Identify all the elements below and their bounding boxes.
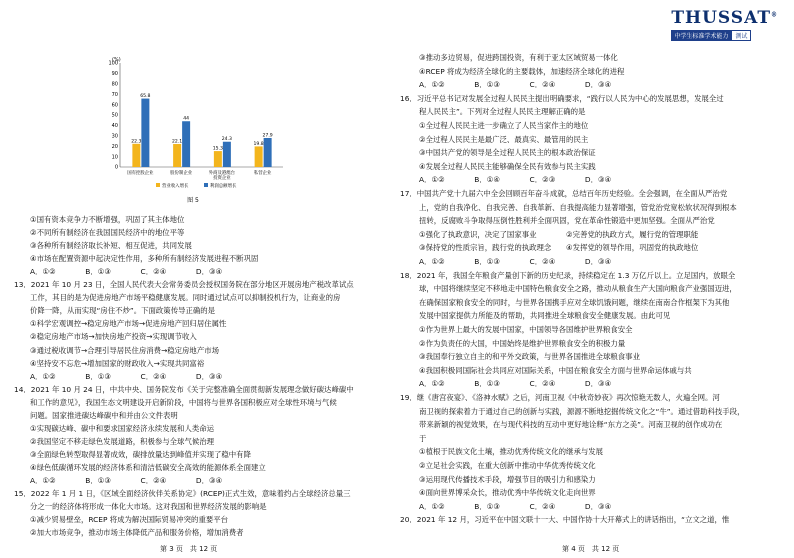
text-line: 球，中国将继续坚定不移地走中国特色粮食安全之路，推动从粮食生产大国向粮食产业强国迈进， (419, 284, 737, 294)
data-label: 27.9 (262, 133, 273, 139)
y-unit-label: (%) (112, 57, 121, 63)
bar (214, 151, 222, 167)
bar (141, 99, 149, 167)
thussat-logo: THUSSAT® 中学生标准学术能力 测试 (671, 8, 778, 40)
x-tick-label: 外商及港澳台 (208, 171, 236, 176)
text-line: ②立足社会实践，在重大创新中推动中华优秀传统文化 (419, 461, 596, 470)
y-tick-label: 30 (111, 133, 118, 140)
bar (173, 144, 181, 167)
legend-swatch (204, 183, 208, 187)
text-line: ②稳定房地产市场→加快房地产投资→实现调节收入 (30, 332, 197, 342)
text-line: 工作，其目的是为促进房地产市场平稳健康发展。同时通过试点可以抑制投机行为，让商业的房 (30, 293, 341, 303)
bar (182, 121, 190, 167)
text-line: A．①② B．①③ C．②④ D．③④ (30, 476, 223, 485)
data-label: 22.1 (172, 139, 183, 145)
text-line: A．①② B．①④ C．②③ D．③④ (419, 175, 612, 185)
data-label: 65.8 (140, 94, 151, 100)
bar (264, 138, 272, 167)
text-line: A．①② B．①③ C．②④ D．③④ (30, 371, 223, 381)
y-tick-label: 100 (108, 60, 118, 67)
data-label: 15.3 (212, 146, 223, 152)
text-line: A．①② B．①③ C．②④ D．③④ (419, 257, 612, 266)
text-line: ③我国奉行独立自主的和平外交政策，与世界各国推进全球粮食事业 (419, 352, 640, 362)
x-tick-label: 股份制企业 (170, 171, 193, 176)
y-tick-label: 20 (111, 143, 118, 150)
text-line: ③推动多边贸易，促进跨国投资，有利于亚太区域贸易一体化 (419, 53, 618, 62)
text-line: 和工作的意见》，我国生态文明建设开启新阶段，中国将与世界各国积极应对全球性环境与气候 (30, 397, 337, 407)
text-line: ②加大市场竞争，推动市场主体降低产品和服务价格，增加消费者 (30, 528, 244, 538)
data-label: 22.3 (131, 139, 142, 145)
text-line: ①作为世界上最大的发展中国家，中国领导各国维护世界粮食安全 (419, 325, 633, 334)
text-line: ①国有资本竞争力不断增强，巩固了其主体地位 (30, 215, 185, 224)
data-label: 44 (183, 116, 190, 122)
text-line: 16．习近平总书记对发展全过程人民民主提出明确要求，“践行以人民为中心的发展思想，发展全过 (400, 93, 724, 103)
bar (132, 144, 140, 167)
text-line: ②不同所有制经济在我国国民经济中的地位平等 (30, 228, 185, 238)
bar (223, 142, 231, 167)
text-line: 价降一降，从而实现“房住不炒”。下面政策传导正确的是 (30, 306, 216, 316)
y-tick-label: 90 (111, 71, 118, 78)
text-line: ①强化了执政意识，决定了国家事业 ②完善党的执政方式，履行党的管理职能 (419, 229, 699, 239)
text-line: ②全过程人民民主是最广泛、最真实、最管用的民主 (419, 134, 589, 144)
text-line: 13．2021 年 10 月 23 日，全国人民代表大会常务委员会授权国务院在部分地区开展房地产税改革试点 (14, 280, 354, 290)
page-footer: 第 3 页 共 12 页 (160, 545, 218, 553)
text-line: 南卫视的探索着力于通过自己的创新与实践，源源不断地挖掘传统文化之“牛”。通过借助科技手段， (419, 406, 745, 416)
text-line: 程人民民主”。下列对全过程人民民主理解正确的是 (419, 107, 586, 117)
text-line: A．①② B．①③ C．②④ D．③④ (419, 379, 612, 389)
text-line: ④坚持安不忘危→增加国家的财政收入→实现共同富裕 (30, 358, 205, 368)
text-line: ④绿色低碳循环发展的经济体系和清洁低碳安全高效的能源体系全面建立 (30, 462, 266, 472)
text-line: ③各种所有制经济取长补短、相互促进，共同发展 (30, 241, 192, 251)
text-line: 上，党的自我净化、自我完善、自我革新、自我提高能力显著增强，管党治党宽松软状况得到根本 (419, 202, 737, 212)
text-line: ②作为负责任的大国，中国始终是维护世界粮食安全的积极力量 (419, 338, 626, 348)
y-tick-label: 10 (111, 154, 118, 161)
text-line: ①植根于民族文化土壤，推动优秀传统文化的继承与发展 (419, 447, 604, 457)
text-line: ④我国积极同国际社会共同应对国际关系，中国在粮食安全方面与世界命运体戚与共 (419, 365, 692, 375)
text-line: A．①② B．①③ C．②④ D．③④ (419, 80, 612, 90)
bar (255, 146, 263, 167)
text-line: A．①② B．①③ C．②④ D．③④ (30, 267, 223, 277)
y-tick-label: 80 (111, 81, 118, 88)
text-line: 在确保国家粮食安全的同时，与世界各国携手应对全球饥饿问题，继续在南南合作框架下为其他 (419, 297, 730, 307)
text-line: ③全面绿色转型取得显著成效，碳排放量达到峰值并实现了稳中有降 (30, 449, 251, 459)
data-label: 24.3 (221, 137, 232, 143)
text-line: A．①② B．①③ C．②④ D．③④ (419, 501, 612, 511)
x-tick-label: 私营企业 (253, 171, 272, 176)
text-line: 14．2021 年 10 月 24 日，中共中央、国务院发布《关于完整准确全面贯彻新发展理念做好碳达峰碳中 (14, 384, 354, 394)
text-line: 17．中国共产党十九届六中全会回顾百年奋斗成就，总结百年历史经验。全会强调，在全面从严治党 (400, 189, 728, 198)
text-line: 18．2021 年，我国全年粮食产量创下新的历史纪录，持续稳定在 1.3 万亿斤以上。立足国内，放眼全 (400, 270, 736, 280)
y-tick-label: 60 (111, 102, 118, 109)
text-line: ③保持党的性质宗旨，践行党的执政理念 ④发挥党的领导作用，巩固党的执政地位 (419, 243, 699, 253)
text-line: ④市场在配置资源中起决定性作用，多种所有制经济发展进程不断巩固 (30, 254, 259, 264)
text-line: ①全过程人民民主进一步确立了人民当家作主的地位 (419, 121, 589, 130)
text-line: ④面向世界博采众长，推动优秀中华传统文化走向世界 (419, 488, 596, 498)
page-footer: 第 4 页 共 12 页 (562, 545, 620, 553)
text-line: ③中国共产党的领导是全过程人民民主的根本政治保证 (419, 148, 596, 158)
right-page (397, 0, 794, 558)
figure-caption: 图 5 (187, 197, 199, 204)
text-line: 于 (419, 433, 427, 443)
text-line: ④发展全过程人民民主能够确保全民有效参与民主实践 (419, 161, 596, 171)
y-tick-label: 70 (111, 91, 118, 98)
y-tick-label: 50 (111, 112, 118, 119)
text-line: 扭转，反腐败斗争取得压倒性胜利并全面巩固，党在革命性锻造中更加坚强。全面从严治党 (419, 216, 715, 226)
text-line: ①科学宏观调控→稳定房地产市场→促进房地产回归居住属性 (30, 319, 227, 329)
legend-label: 利润总额增长 (210, 184, 237, 189)
text-line: 问题。国家推进碳达峰碳中和并由公文件表明 (30, 410, 178, 420)
text-line: ①减少贸易壁垒，RCEP 将成为解决国际贸易冲突的重要平台 (30, 515, 229, 525)
text-line: ②我国坚定不移走绿色发展道路，积极参与全球气候治理 (30, 436, 215, 446)
y-tick-label: 40 (111, 123, 118, 130)
text-line: ④RCEP 将成为经济全球化的主要载体，加速经济全球化的进程 (419, 66, 625, 76)
data-label: 19.8 (253, 141, 264, 147)
text-line: ③运用现代传播技术手段，增强节目的吸引力和感染力 (419, 474, 596, 484)
legend-swatch (156, 183, 160, 187)
text-line: 分之一的经济体将形成一体化大市场。这对我国和世界经济发展的影响是 (30, 502, 267, 512)
text-line: 20．2021 年 12 月，习近平在中国文联十一大、中国作协十大开幕式上的讲话指出，“立文之道，惟 (400, 515, 730, 525)
x-tick-label: 国有控股企业 (127, 171, 154, 176)
text-line: 19．继《唐宫夜宴》、《洛神水赋》之后，河南卫视《中秋奇妙夜》再次惊艳无数人，火遍全网。河 (400, 393, 720, 402)
text-line: ①实现碳达峰、碳中和要求国家经济永续发展和人类命运 (30, 423, 215, 433)
text-line: 发展中国家提供力所能及的帮助，共同推进全球粮食安全健康发展。由此可见 (419, 311, 671, 321)
text-line: 带来新颖的视觉效果，在与现代科技的互动中更好地诠释“东方之美”。河南卫视的创作成功在 (419, 420, 723, 430)
legend-label: 营业收入增长 (162, 184, 189, 189)
text-line: ③通过税收调节→合理引导居民住房消费→稳定房地产市场 (30, 345, 219, 355)
text-line: 15．2022 年 1 月 1 日，《区域全面经济伙伴关系协定》(RCEP)正式生效，意味着约占全球经济总量三 (14, 489, 351, 499)
bar-chart (98, 55, 288, 205)
y-tick-label: 0 (114, 164, 118, 171)
x-tick-label: 投资企业 (213, 176, 231, 181)
